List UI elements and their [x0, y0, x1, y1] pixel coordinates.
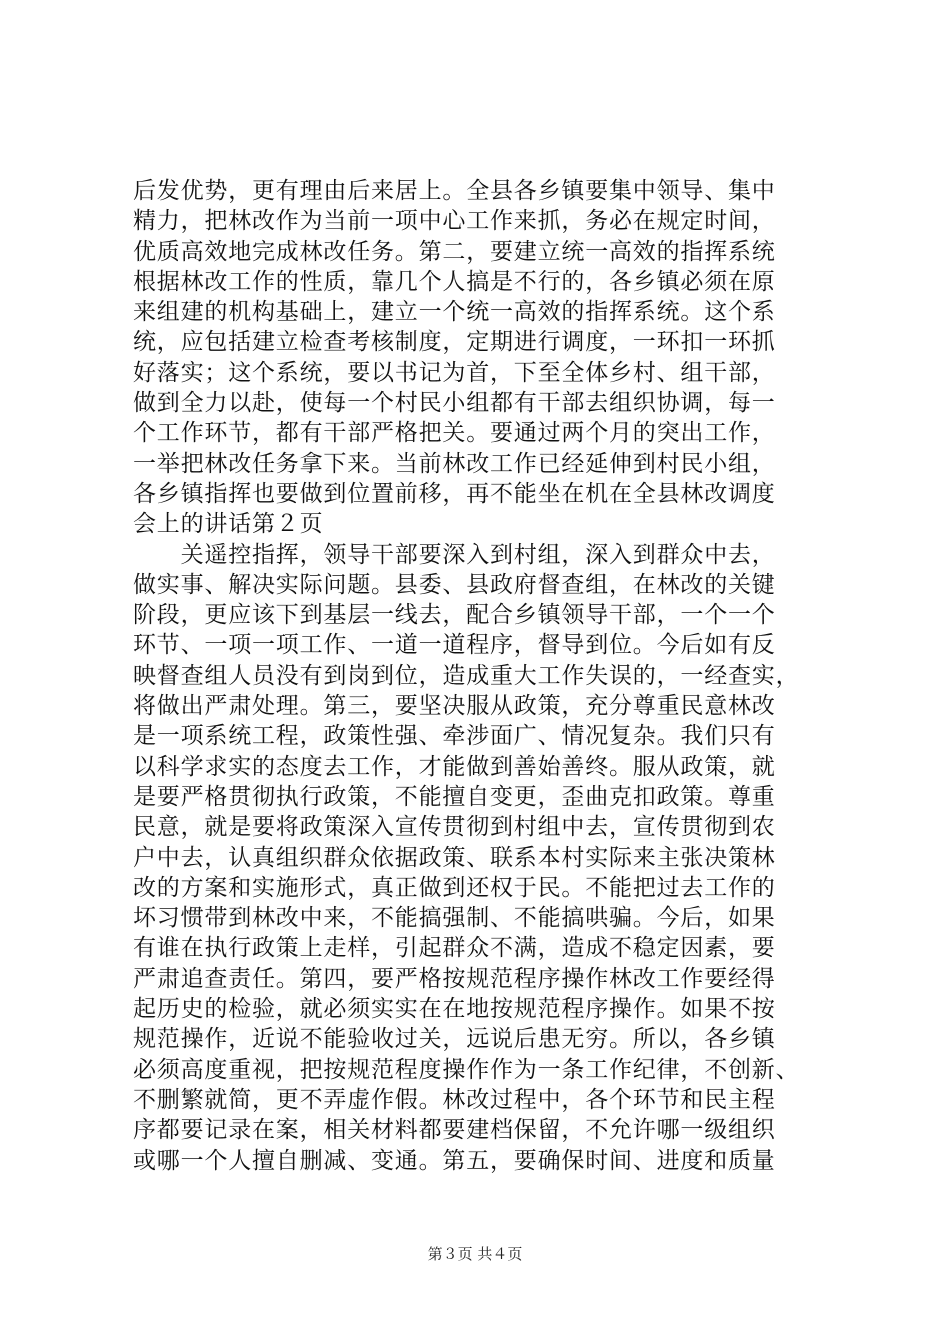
text-line: 或哪一个人擅自删减、变通。第五，要确保时间、进度和质量 — [133, 1147, 776, 1174]
text-line: 优质高效地完成林改任务。第二，要建立统一高效的指挥系统 — [133, 238, 776, 265]
text-line: 做到全力以赴，使每一个村民小组都有干部去组织协调，每一 — [133, 390, 776, 417]
text-line: 起历史的检验，就必须实实在在地按规范程序操作。如果不按 — [133, 996, 776, 1023]
text-line: 关遥控指挥，领导干部要深入到村组，深入到群众中去， — [133, 541, 776, 568]
text-line: 精力，把林改作为当前一项中心工作来抓，务必在规定时间， — [133, 208, 776, 235]
text-line: 不删繁就简，更不弄虚作假。林改过程中，各个环节和民主程 — [133, 1086, 776, 1113]
text-line: 必须高度重视，把按规范程度操作作为一条工作纪律，不创新、 — [133, 1056, 800, 1083]
text-line: 有谁在执行政策上走样，引起群众不满，造成不稳定因素，要 — [133, 935, 776, 962]
text-line: 序都要记录在案，相关材料都要建档保留，不允许哪一级组织 — [133, 1117, 776, 1144]
text-line: 环节、一项一项工作、一道一道程序，督导到位。今后如有反 — [133, 632, 776, 659]
text-line: 改的方案和实施形式，真正做到还权于民。不能把过去工作的 — [133, 874, 776, 901]
text-line: 做实事、解决实际问题。县委、县政府督查组，在林改的关键 — [133, 571, 776, 598]
text-line: 一举把林改任务拿下来。当前林改工作已经延伸到村民小组， — [133, 450, 776, 477]
page-footer: 第３页 共４页 — [427, 1245, 523, 1263]
text-line: 将做出严肃处理。第三，要坚决服从政策，充分尊重民意林改 — [133, 693, 776, 720]
text-line: 以科学求实的态度去工作，才能做到善始善终。服从政策，就 — [133, 753, 776, 780]
text-line: 根据林改工作的性质，靠几个人搞是不行的，各乡镇必须在原 — [133, 268, 776, 295]
text-line: 后发优势，更有理由后来居上。全县各乡镇要集中领导、集中 — [133, 178, 776, 204]
text-line: 个工作环节，都有干部严格把关。要通过两个月的突出工作， — [133, 420, 776, 447]
text-line: 是一项系统工程，政策性强、牵涉面广、情况复杂。我们只有 — [133, 723, 776, 750]
text-line: 坏习惯带到林改中来，不能搞强制、不能搞哄骗。今后，如果 — [133, 905, 776, 932]
text-line: 阶段，更应该下到基层一线去，配合乡镇领导干部，一个一个 — [133, 602, 776, 629]
text-line: 规范操作，近说不能验收过关，远说后患无穷。所以，各乡镇 — [133, 1026, 776, 1053]
text-line: 各乡镇指挥也要做到位置前移，再不能坐在机在全县林改调度 — [133, 480, 776, 507]
text-line: 民意，就是要将政策深入宣传贯彻到村组中去，宣传贯彻到农 — [133, 814, 776, 841]
text-line: 来组建的机构基础上，建立一个统一高效的指挥系统。这个系 — [133, 299, 776, 326]
body-text — [133, 176, 833, 1176]
text-line: 映督查组人员没有到岗到位，造成重大工作失误的，一经查实， — [133, 662, 800, 689]
text-line: 是要严格贯彻执行政策，不能擅自变更，歪曲克扣政策。尊重 — [133, 783, 776, 810]
text-line: 统，应包括建立检查考核制度，定期进行调度，一环扣一环抓 — [133, 329, 776, 356]
text-line: 会上的讲话第２页 — [133, 511, 324, 538]
text-line: 户中去，认真组织群众依据政策、联系本村实际来主张决策林 — [133, 844, 776, 871]
text-line: 严肃追查责任。第四，要严格按规范程序操作林改工作要经得 — [133, 965, 776, 992]
text-line: 好落实；这个系统，要以书记为首，下至全体乡村、组干部， — [133, 359, 776, 386]
